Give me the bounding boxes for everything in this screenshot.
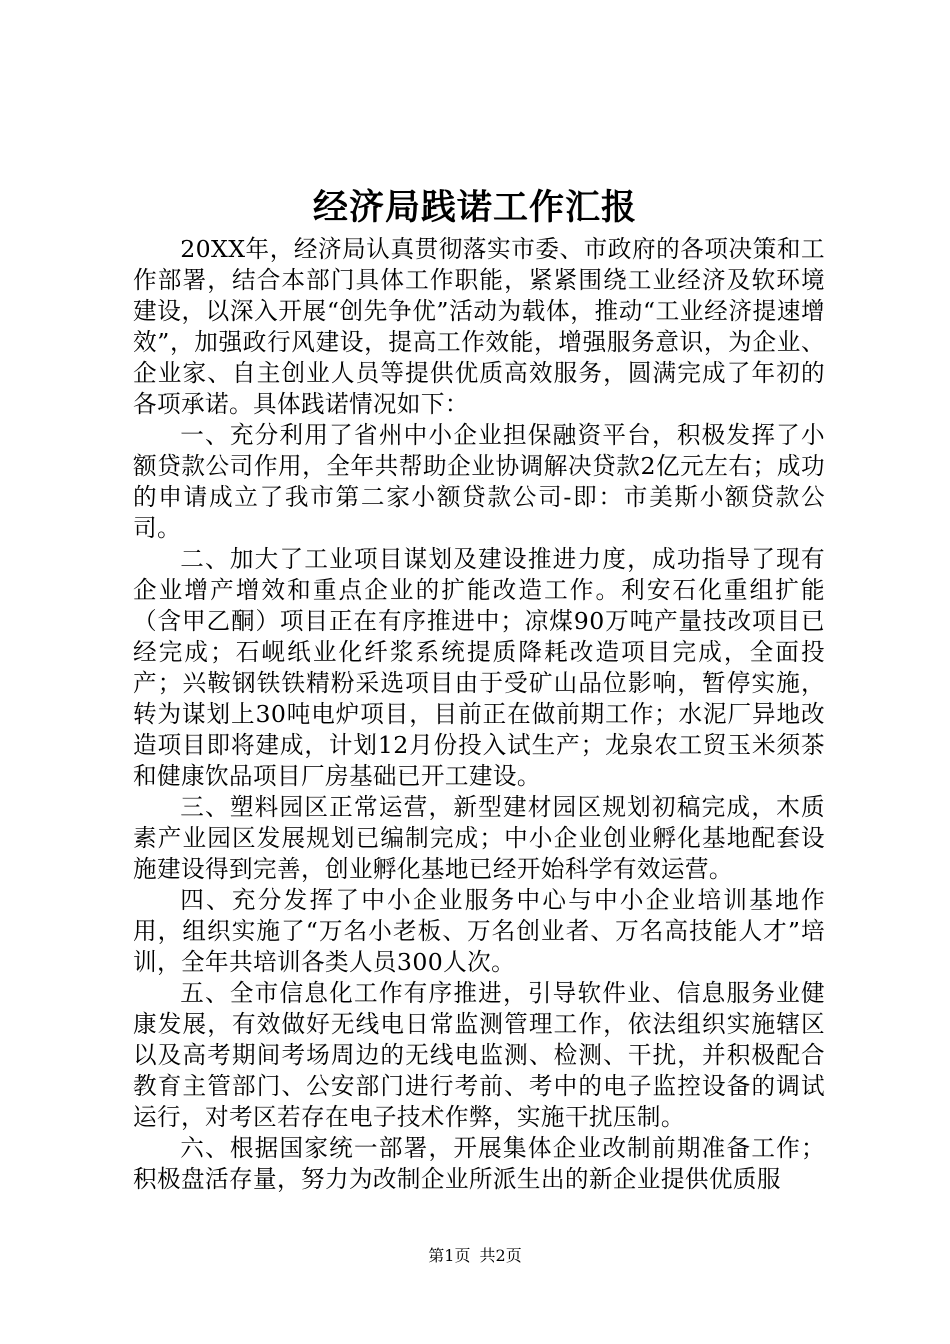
intro-paragraph: 20XX年，经济局认真贯彻落实市委、市政府的各项决策和工作部署，结合本部门具体工作职能，紧紧围绕工业经济及软环境建设，以深入开展“创先争优”活动为载体，推动“工业经济提速增效”，加强政行风建设，提高工作效能，增强服务意识，为企业、企业家、自主创业人员等提供优质高效服务，圆满完成了年初的各项承诺。具体践诺情况如下： [133, 235, 825, 418]
document-body [133, 234, 825, 1195]
paragraph-item-6: 六、根据国家统一部署，开展集体企业改制前期准备工作；积极盘活存量，努力为改制企业所派生出的新企业提供优质服 [133, 1134, 825, 1193]
paragraph-item-3: 三、塑料园区正常运营，新型建材园区规划初稿完成，木质素产业园区发展规划已编制完成；中小企业创业孵化基地配套设施建设得到完善，创业孵化基地已经开始科学有效运营。 [133, 793, 825, 883]
paragraph-item-2: 二、加大了工业项目谋划及建设推进力度，成功指导了现有企业增产增效和重点企业的扩能改造工作。利安石化重组扩能（含甲乙酮）项目正在有序推进中；凉煤90万吨产量技改项目已经完成；石岘纸业化纤浆系统提质降耗改造项目完成，全面投产；兴鞍钢铁铁精粉采选项目由于受矿山品位影响，暂停实施，转为谋划上30吨电炉项目，目前正在做前期工作；水泥厂异地改造项目即将建成，计划12月份投入试生产；龙泉农工贸玉米须茶和健康饮品项目厂房基础已开工建设。 [133, 545, 825, 790]
page-number-total: 共2页 [479, 1246, 522, 1265]
paragraph-item-1: 一、充分利用了省州中小企业担保融资平台，积极发挥了小额贷款公司作用，全年共帮助企业协调解决贷款2亿元左右；成功的申请成立了我市第二家小额贷款公司-即：市美斯小额贷款公司。 [133, 421, 825, 542]
document-title: 经济局践诺工作汇报 [312, 187, 637, 228]
paragraph-item-5: 五、全市信息化工作有序推进，引导软件业、信息服务业健康发展，有效做好无线电日常监测管理工作，依法组织实施辖区以及高考期间考场周边的无线电监测、检测、干扰，并积极配合教育主管部门、公安部门进行考前、考中的电子监控设备的调试运行，对考区若存在电子技术作弊，实施干扰压制。 [133, 979, 825, 1131]
paragraph-item-4: 四、充分发挥了中小企业服务中心与中小企业培训基地作用，组织实施了“万名小老板、万名创业者、万名高技能人才”培训，全年共培训各类人员300人次。 [133, 886, 825, 976]
page-footer [0, 1244, 950, 1268]
page-number-current: 第1页 [428, 1246, 471, 1265]
